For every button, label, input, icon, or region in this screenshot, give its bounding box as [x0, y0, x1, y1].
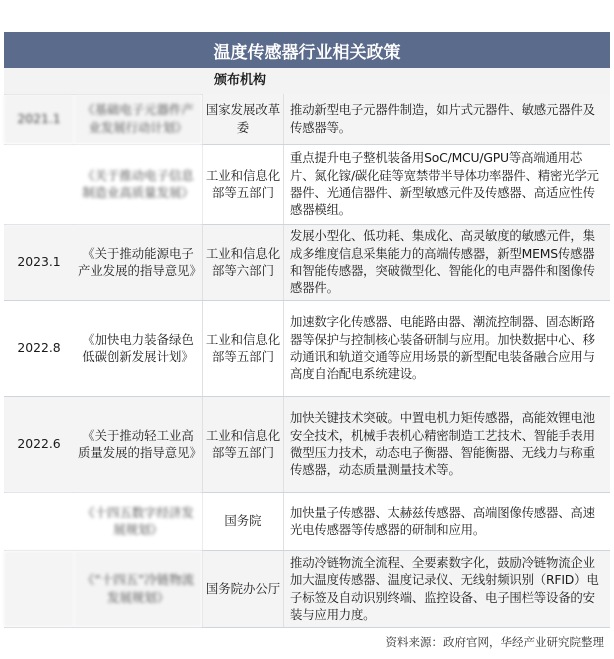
org-cell: 工业和信息化部等五部门	[203, 144, 284, 224]
table-row	[4, 94, 610, 144]
content-cell: 推动冷链物流全流程、全要素数字化，鼓励冷链物流企业加大温度传感器、温度记录仪、无线射频识别（RFID）电子标签及自动识别终端、监控设备、电子围栏等设备的安装与应用力度。	[284, 550, 611, 627]
policy-name-cell: 《十四五数字经济发展规划》	[74, 492, 203, 550]
content-cell: 加快关键技术突破。中置电机力矩传感器，高能效锂电池安全技术，机械手表机心精密制造工艺技术、智能手表用微型压力技术，动态电子衡器、智能衡器、无线力与称重传感器，动态质量测量技术等。	[284, 396, 611, 492]
date-cell: 2022.8	[4, 300, 74, 396]
date-cell: 2022.6	[4, 396, 74, 492]
table-row	[4, 492, 610, 550]
org-cell: 国家发展改革委	[203, 94, 284, 144]
table-row	[4, 224, 610, 300]
org-cell: 国务院办公厅	[203, 550, 284, 627]
policy-name-cell: 《关于推动轻工业高质量发展的指导意见》	[74, 396, 203, 492]
org-cell: 国务院	[203, 492, 284, 550]
table-row	[4, 300, 610, 396]
content-cell: 加速数字化传感器、电能路由器、潮流控制器、固态断路器等保护与控制核心装备研制与应用。加快数据中心、移动通讯和轨道交通等应用场景的新型配电装备融合应用与高度自治配电系统建设。	[284, 300, 611, 396]
table-row	[4, 396, 610, 492]
content-cell: 推动新型电子元器件制造，如片式元器件、敏感元器件及传感器等。	[284, 94, 611, 144]
table-row	[4, 550, 610, 627]
table-header-row	[4, 68, 610, 95]
page-title: 温度传感器行业相关政策	[4, 32, 610, 68]
org-cell: 工业和信息化部等五部门	[203, 300, 284, 396]
date-cell	[4, 144, 74, 224]
policy-name-cell: 《加快电力装备绿色低碳创新发展计划》	[74, 300, 203, 396]
content-cell: 重点提升电子整机装备用SoC/MCU/GPU等高端通用芯片、氮化镓/碳化硅等宽禁带半导体功率器件、精密光学元器件、光通信器件、新型敏感元件及传感器、高适应性传感器模组。	[284, 144, 611, 224]
policy-name-cell: 《“十四五”冷链物流发展规划》	[74, 550, 203, 627]
header-org: 颁布机构	[213, 73, 266, 88]
org-cell: 工业和信息化部等六部门	[203, 224, 284, 300]
policy-name-cell: 《关于推动电子信息制造业高质量发展》	[74, 144, 203, 224]
content-cell: 加快量子传感器、太赫兹传感器、高端图像传感器、高速光电传感器等传感器的研制和应用。	[284, 492, 611, 550]
policy-name-cell: 《基础电子元器件产业发展行动计划》	[74, 94, 203, 144]
date-cell: 2021.1	[4, 94, 74, 144]
table-row	[4, 144, 610, 224]
date-cell: 2023.1	[4, 224, 74, 300]
date-cell	[4, 550, 74, 627]
org-cell: 工业和信息化部等五部门	[203, 396, 284, 492]
source-note: 资料来源：政府官网，华经产业研究院整理	[385, 635, 604, 649]
policy-table	[4, 94, 610, 628]
policy-name-cell: 《关于推动能源电子产业发展的指导意见》	[74, 224, 203, 300]
content-cell: 发展小型化、低功耗、集成化、高灵敏度的敏感元件，集成多维度信息采集能力的高端传感器，新型MEMS传感器和智能传感器，突破微型化、智能化的电声器件和图像传感器件。	[284, 224, 611, 300]
date-cell	[4, 492, 74, 550]
